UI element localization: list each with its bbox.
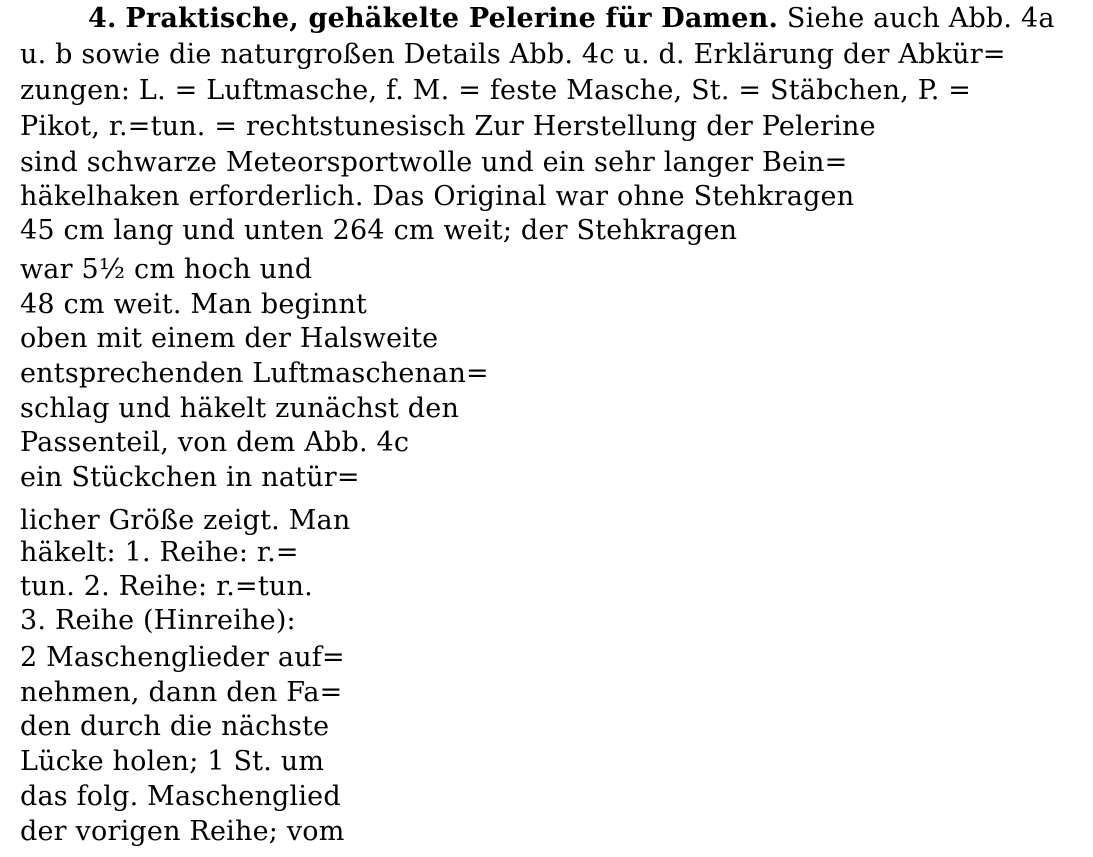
column-line: tun. 2. Reihe: r.=tun. <box>20 571 313 602</box>
column-line: den durch die nächste <box>20 711 330 742</box>
column-line: entsprechenden Luftmaschenan= <box>20 358 489 389</box>
heading-continuation: Siehe auch Abb. 4a <box>778 3 1055 34</box>
text-line: sind schwarze Meteorsportwolle und ein sehr langer Bein= <box>20 147 848 178</box>
column-line: der vorigen Reihe; vom <box>20 816 345 847</box>
column-line: war 5½ cm hoch und <box>20 254 313 285</box>
column-line: licher Größe zeigt. Man <box>20 505 351 536</box>
column-line: ein Stückchen in natür= <box>20 462 360 493</box>
text-line: häkelhaken erforderlich. Das Original war ohne Stehkragen <box>20 181 855 212</box>
column-line: das folg. Maschenglied <box>20 781 341 812</box>
column-line: 48 cm weit. Man beginnt <box>20 289 368 320</box>
column-line: häkelt: 1. Reihe: r.= <box>20 537 299 568</box>
text-line: 45 cm lang und unten 264 cm weit; der Stehkragen <box>20 215 738 246</box>
column-line: Passenteil, von dem Abb. 4c <box>20 427 410 458</box>
text-line: zungen: L. = Luftmasche, f. M. = feste Masche, St. = Stäbchen, P. = <box>20 75 972 106</box>
column-line: schlag und häkelt zunächst den <box>20 393 460 424</box>
column-line: nehmen, dann den Fa= <box>20 677 343 708</box>
column-line: Lücke holen; 1 St. um <box>20 746 325 777</box>
section-number: 4. <box>88 3 117 34</box>
column-line: 2 Maschenglieder auf= <box>20 642 345 673</box>
column-line: oben mit einem der Halsweite <box>20 323 439 354</box>
heading-line <box>88 2 1055 36</box>
section-title: Praktische, gehäkelte Pelerine für Damen. <box>125 3 779 34</box>
column-line: 3. Reihe (Hinreihe): <box>20 605 296 636</box>
text-line: u. b sowie die naturgroßen Details Abb. 4c u. d. Erklärung der Abkür= <box>20 39 1006 70</box>
text-line: Pikot, r.=tun. = rechtstunesisch Zur Herstellung der Pelerine <box>20 111 876 142</box>
